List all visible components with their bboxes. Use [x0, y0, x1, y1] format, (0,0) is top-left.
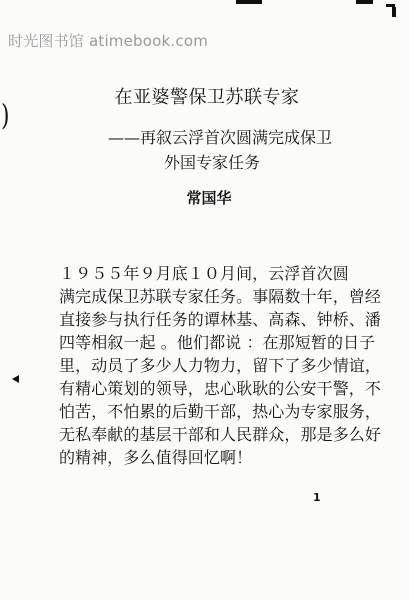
body-line-5: 里，动员了多少人力物力，留下了多少情谊，: [59, 356, 382, 375]
body-line-1: １９５５年９月底１０月间，云浮首次圆: [59, 264, 349, 283]
page-number: 1: [313, 491, 321, 504]
body-line-7: 怕苦，不怕累的后勤干部，热心为专家服务，: [59, 402, 382, 421]
article-title: 在亚婆警保卫苏联专家: [114, 87, 300, 108]
left-margin-bracket-icon: ): [1, 98, 10, 132]
body-line-2: 满完成保卫苏联专家任务。事隔数十年，曾经: [59, 287, 382, 306]
scan-edge-mark: [356, 0, 373, 4]
scan-edge-mark: [236, 0, 262, 4]
subtitle-line-1: ——再叙云浮首次圆满完成保卫: [108, 128, 333, 147]
left-margin-arrow-icon: [12, 375, 19, 383]
subtitle-line-2: 外国专家任务: [163, 153, 260, 172]
scan-edge-mark: [392, 7, 396, 17]
watermark-text: 时光图书馆 atimebook.com: [8, 32, 209, 50]
author-name: 常国华: [186, 189, 232, 207]
body-line-4: 四等相叙一起 。他们都说 ：在那短暂的日子: [59, 333, 376, 352]
article-body: [59, 262, 382, 469]
body-line-9: 的精神，多么值得回忆啊！: [59, 448, 253, 467]
body-line-6: 有精心策划的领导，忠心耿耿的公安干警，不: [59, 379, 382, 398]
body-line-3: 直接参与执行任务的谭林基、高森、钟桥、潘: [59, 310, 382, 329]
body-line-8: 无私奉献的基层干部和人民群众，那是多么好: [59, 425, 382, 444]
article-subtitle: [108, 125, 333, 175]
